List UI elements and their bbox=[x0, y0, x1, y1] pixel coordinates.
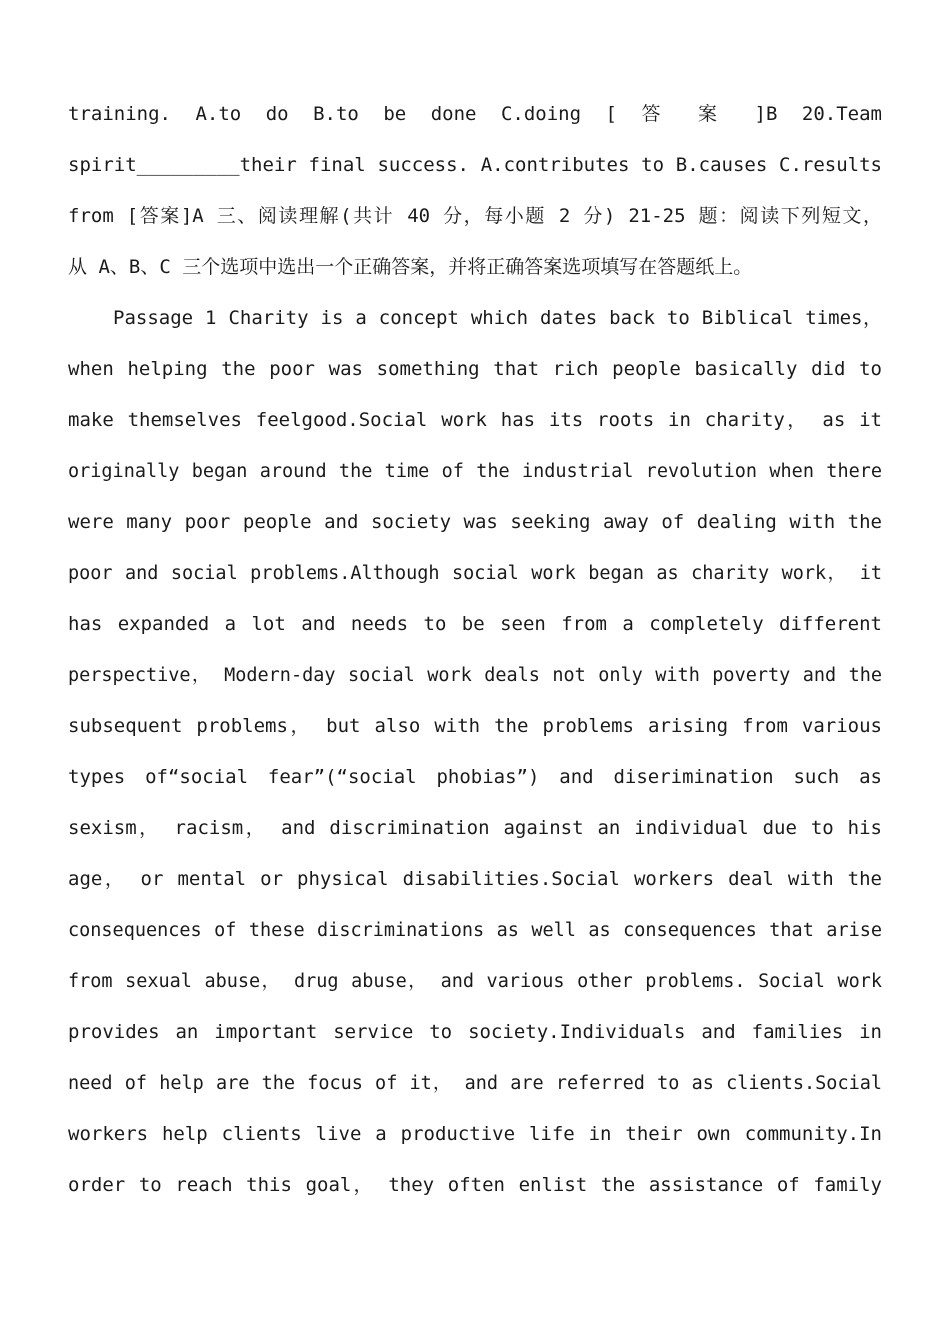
text-line: spirit_________their final success. A.contributes to B.causes C.results bbox=[68, 154, 882, 176]
document-text bbox=[68, 89, 882, 1211]
text-line: provides an important service to society.Individuals and families in bbox=[68, 1021, 882, 1043]
text-line: originally began around the time of the industrial revolution when there bbox=[68, 461, 882, 482]
text-line: training. A.to do B.to be done C.doing [ 答 案 ]B 20.Team bbox=[68, 103, 882, 125]
text-line: 从 A、B、C 三个选项中选出一个正确答案，并将正确答案选项填写在答题纸上。 bbox=[68, 256, 753, 278]
text-line: workers help clients live a productive life in their own community.In bbox=[68, 1123, 882, 1145]
text-line: from [答案]A 三、阅读理解(共计 40 分，每小题 2 分) 21-25 题：阅读下列短文， bbox=[68, 205, 882, 227]
text-line: consequences of these discriminations as well as consequences that arise bbox=[68, 920, 882, 941]
text-line: subsequent problems， but also with the problems arising from various bbox=[68, 715, 882, 737]
passage-first-line: Passage 1 Charity is a concept which dates back to Biblical times， bbox=[113, 307, 882, 329]
text-line: sexism， racism， and discrimination against an individual due to his bbox=[68, 817, 882, 839]
text-line: order to reach this goal， they often enlist the assistance of family bbox=[68, 1174, 882, 1196]
text-line: has expanded a lot and needs to be seen from a completely different bbox=[68, 613, 882, 635]
text-line: types of“social fear”(“social phobias”) and diserimination such as bbox=[68, 766, 882, 788]
text-line: need of help are the focus of it， and are referred to as clients.Social bbox=[68, 1073, 882, 1094]
text-line: make themselves feelgood.Social work has its roots in charity， as it bbox=[68, 409, 882, 431]
text-line: poor and social problems.Although social work began as charity work， it bbox=[68, 563, 882, 584]
text-line: age， or mental or physical disabilities.Social workers deal with the bbox=[68, 868, 882, 890]
text-line: from sexual abuse， drug abuse， and various other problems. Social work bbox=[68, 971, 882, 992]
text-line: perspective， Modern-day social work deals not only with poverty and the bbox=[68, 665, 882, 686]
text-line: when helping the poor was something that rich people basically did to bbox=[68, 358, 882, 380]
text-line: were many poor people and society was seeking away of dealing with the bbox=[68, 511, 882, 533]
